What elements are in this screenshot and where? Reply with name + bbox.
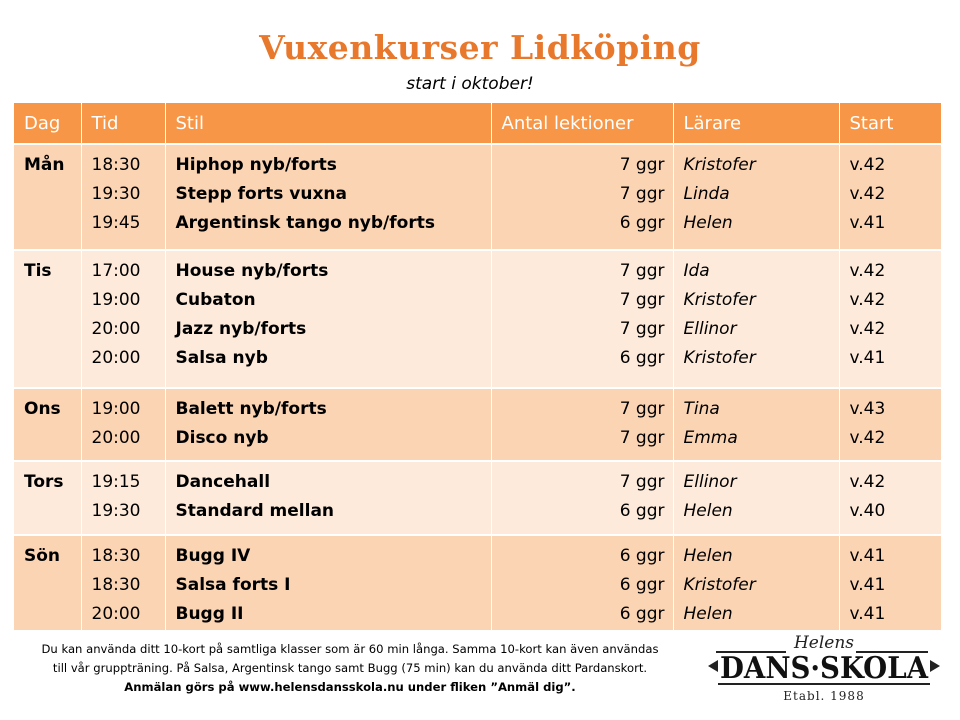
lesson-count: 6 ggr [619, 501, 665, 521]
lesson-count-cell [491, 535, 673, 630]
time: 20:00 [91, 348, 141, 368]
start-week-cell [839, 535, 941, 630]
lesson-count-cell [491, 388, 673, 461]
lesson-count: 7 ggr [619, 261, 665, 281]
lesson-count-cell [491, 144, 673, 250]
time: 20:00 [91, 319, 141, 339]
time-cell [81, 535, 165, 630]
style: Dancehall [175, 472, 271, 492]
table-row [14, 461, 941, 535]
header-stil: Stil [165, 103, 491, 144]
time: 19:00 [91, 399, 141, 419]
start-week: v.43 [849, 399, 886, 419]
teacher: Helen [683, 604, 733, 624]
header-start: Start [839, 103, 941, 144]
style-cell [165, 250, 491, 388]
time-cell [81, 144, 165, 250]
table-row [14, 388, 941, 461]
lesson-count: 7 ggr [619, 290, 665, 310]
header-dag: Dag [14, 103, 81, 144]
start-week: v.41 [849, 348, 886, 368]
time: 19:30 [91, 501, 141, 521]
style: Disco nyb [175, 428, 269, 448]
time: 19:45 [91, 213, 141, 233]
table-row [14, 535, 941, 630]
start-week: v.41 [849, 575, 886, 595]
teacher-cell [673, 250, 839, 388]
teacher: Ellinor [683, 319, 737, 339]
table-header-row [14, 103, 941, 144]
teacher: Tina [683, 399, 720, 419]
lesson-count: 6 ggr [619, 546, 665, 566]
start-week-cell [839, 461, 941, 535]
header-tid: Tid [81, 103, 165, 144]
time: 20:00 [91, 604, 141, 624]
teacher: Linda [683, 184, 730, 204]
style: Standard mellan [175, 501, 335, 521]
header-antal: Antal lektioner [491, 103, 673, 144]
style: Bugg IV [175, 546, 251, 566]
lesson-count-cell [491, 461, 673, 535]
style: Salsa nyb [175, 348, 268, 368]
teacher: Ellinor [683, 472, 737, 492]
footer-info [0, 640, 700, 697]
lesson-count-cell [491, 250, 673, 388]
day-cell: Mån [14, 144, 81, 250]
teacher: Kristofer [683, 348, 756, 368]
teacher: Kristofer [683, 290, 756, 310]
lesson-count: 7 ggr [619, 472, 665, 492]
style: Stepp forts vuxna [175, 184, 348, 204]
teacher-cell [673, 535, 839, 630]
start-week-cell [839, 144, 941, 250]
teacher: Ida [683, 261, 710, 281]
start-week: v.42 [849, 184, 886, 204]
start-week: v.42 [849, 290, 886, 310]
style: Balett nyb/forts [175, 399, 327, 419]
logo-estab: Etabl. 1988 [783, 689, 865, 703]
lesson-count: 7 ggr [619, 428, 665, 448]
teacher-cell [673, 461, 839, 535]
lesson-count: 7 ggr [619, 184, 665, 204]
table-row [14, 144, 941, 250]
style: House nyb/forts [175, 261, 329, 281]
teacher-cell [673, 388, 839, 461]
lesson-count: 6 ggr [619, 348, 665, 368]
page-title: Vuxenkurser Lidköping [259, 28, 701, 67]
time: 20:00 [91, 428, 141, 448]
start-week: v.42 [849, 261, 886, 281]
teacher: Helen [683, 213, 733, 233]
time-cell [81, 461, 165, 535]
lesson-count: 7 ggr [619, 155, 665, 175]
lesson-count: 7 ggr [619, 399, 665, 419]
style: Cubaton [175, 290, 256, 310]
schedule-table [14, 103, 941, 630]
start-week: v.41 [849, 213, 886, 233]
start-week: v.41 [849, 546, 886, 566]
time: 19:00 [91, 290, 141, 310]
lesson-count: 7 ggr [619, 319, 665, 339]
style: Salsa forts I [175, 575, 291, 595]
time: 17:00 [91, 261, 141, 281]
style-cell [165, 388, 491, 461]
teacher: Emma [683, 428, 738, 448]
day-cell: Ons [14, 388, 81, 461]
start-week: v.40 [849, 501, 886, 521]
lesson-count: 6 ggr [619, 575, 665, 595]
time-cell [81, 388, 165, 461]
footer-line-1: Du kan använda ditt 10-kort på samtliga klasser som är 60 min långa. Samma 10-kort kan även användas [41, 642, 659, 656]
dansskola-logo [706, 626, 942, 706]
time: 18:30 [91, 155, 141, 175]
logo-script: Helens [793, 633, 855, 653]
style-cell [165, 535, 491, 630]
start-week: v.42 [849, 319, 886, 339]
teacher-cell [673, 144, 839, 250]
table-row [14, 250, 941, 388]
start-week-cell [839, 250, 941, 388]
teacher: Helen [683, 546, 733, 566]
time: 18:30 [91, 575, 141, 595]
day-cell: Tors [14, 461, 81, 535]
time: 19:15 [91, 472, 141, 492]
footer-line-3: Anmälan görs på www.helensdansskola.nu under fliken ”Anmäl dig”. [124, 680, 576, 694]
style: Argentinsk tango nyb/forts [175, 213, 435, 233]
time: 18:30 [91, 546, 141, 566]
start-week: v.42 [849, 428, 886, 448]
header-larare: Lärare [673, 103, 839, 144]
teacher: Kristofer [683, 575, 756, 595]
page-subtitle: start i oktober! [406, 74, 534, 94]
start-week-cell [839, 388, 941, 461]
style: Jazz nyb/forts [175, 319, 307, 339]
time-cell [81, 250, 165, 388]
style-cell [165, 461, 491, 535]
teacher: Helen [683, 501, 733, 521]
style: Bugg II [175, 604, 244, 624]
day-cell: Tis [14, 250, 81, 388]
style: Hiphop nyb/forts [175, 155, 337, 175]
start-week: v.42 [849, 155, 886, 175]
start-week: v.42 [849, 472, 886, 492]
lesson-count: 6 ggr [619, 604, 665, 624]
time: 19:30 [91, 184, 141, 204]
logo-main: DANS·SKOLA [720, 651, 929, 686]
teacher: Kristofer [683, 155, 756, 175]
day-cell: Sön [14, 535, 81, 630]
start-week: v.41 [849, 604, 886, 624]
footer-line-2: till vår gruppträning. På Salsa, Argentinsk tango samt Bugg (75 min) kan du använda ditt Pardanskort. [52, 661, 648, 675]
lesson-count: 6 ggr [619, 213, 665, 233]
style-cell [165, 144, 491, 250]
